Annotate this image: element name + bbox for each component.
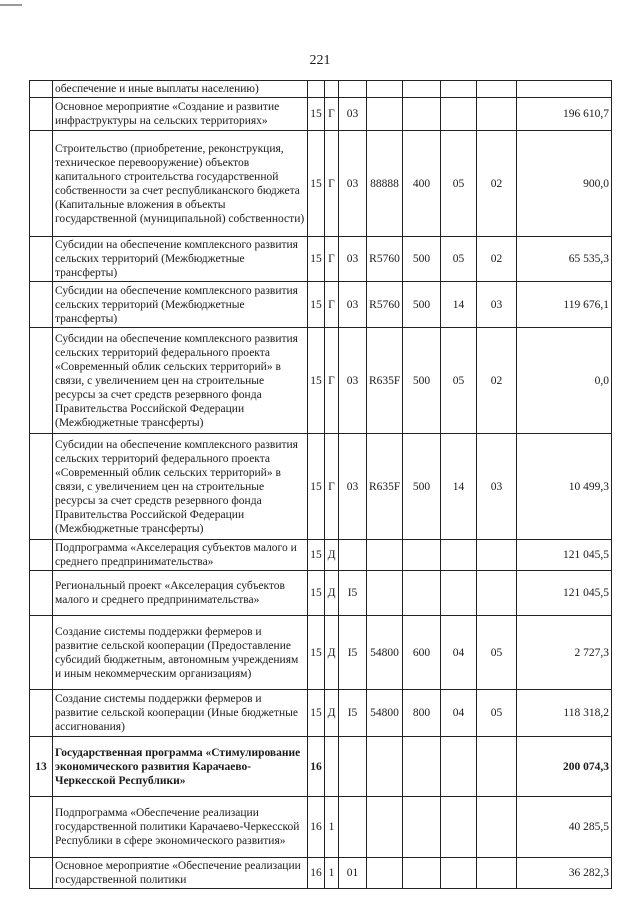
expense-direction-code-cell: 54800 <box>367 616 403 690</box>
item-name-cell: Подпрограмма «Акселерация субъектов малого и среднего предпринимательства» <box>53 540 308 571</box>
table-row <box>30 858 612 889</box>
expense-type-code-cell: 500 <box>403 434 441 540</box>
subprogram-code-cell: Г <box>325 282 339 328</box>
program-code-cell: 16 <box>308 737 325 797</box>
row-number-cell <box>30 616 53 690</box>
program-code-cell: 15 <box>308 282 325 328</box>
subsection-code-cell <box>477 797 517 858</box>
subsection-code-cell: 05 <box>477 616 517 690</box>
amount-cell: 196 610,7 <box>517 98 612 131</box>
item-name-cell: обеспечение и иные выплаты населению) <box>53 81 308 98</box>
item-name-cell: Субсидии на обеспечение комплексного развития сельских территорий (Межбюджетные трансферты) <box>53 237 308 282</box>
subsection-code-cell: 02 <box>477 328 517 434</box>
subsection-code-cell: 02 <box>477 237 517 282</box>
amount-cell: 65 535,3 <box>517 237 612 282</box>
section-code-cell <box>441 797 477 858</box>
section-code-cell <box>441 98 477 131</box>
amount-cell: 121 045,5 <box>517 571 612 616</box>
budget-table <box>29 80 612 889</box>
program-code-cell: 15 <box>308 434 325 540</box>
subprogram-code-cell: Г <box>325 434 339 540</box>
program-code-cell: 15 <box>308 328 325 434</box>
expense-type-code-cell <box>403 797 441 858</box>
subsection-code-cell <box>477 858 517 889</box>
table-row <box>30 282 612 328</box>
row-number-cell <box>30 328 53 434</box>
expense-direction-code-cell <box>367 98 403 131</box>
expense-type-code-cell <box>403 858 441 889</box>
row-number-cell <box>30 282 53 328</box>
row-number-cell <box>30 81 53 98</box>
amount-cell: 900,0 <box>517 131 612 237</box>
subprogram-code-cell: Д <box>325 540 339 571</box>
subprogram-code-cell: 1 <box>325 797 339 858</box>
main-event-code-cell: 03 <box>339 237 367 282</box>
subprogram-code-cell <box>325 81 339 98</box>
row-number-cell <box>30 237 53 282</box>
row-number-cell: 13 <box>30 737 53 797</box>
table-row <box>30 616 612 690</box>
amount-cell: 119 676,1 <box>517 282 612 328</box>
expense-direction-code-cell <box>367 737 403 797</box>
main-event-code-cell <box>339 540 367 571</box>
item-name-cell: Подпрограмма «Обеспечение реализации государственной политики Карачаево-Черкесской Республики в сфере экономического развития» <box>53 797 308 858</box>
expense-type-code-cell: 500 <box>403 328 441 434</box>
table-row <box>30 434 612 540</box>
section-code-cell <box>441 737 477 797</box>
subprogram-code-cell: Г <box>325 237 339 282</box>
amount-cell <box>517 81 612 98</box>
row-number-cell <box>30 571 53 616</box>
amount-cell: 40 285,5 <box>517 797 612 858</box>
main-event-code-cell: I5 <box>339 690 367 737</box>
row-number-cell <box>30 540 53 571</box>
expense-direction-code-cell <box>367 571 403 616</box>
row-number-cell <box>30 98 53 131</box>
subsection-code-cell <box>477 571 517 616</box>
main-event-code-cell: 03 <box>339 282 367 328</box>
table-row <box>30 131 612 237</box>
expense-type-code-cell <box>403 540 441 571</box>
section-code-cell <box>441 540 477 571</box>
main-event-code-cell: 03 <box>339 434 367 540</box>
expense-direction-code-cell <box>367 858 403 889</box>
section-code-cell: 04 <box>441 690 477 737</box>
expense-type-code-cell <box>403 81 441 98</box>
section-code-cell: 14 <box>441 434 477 540</box>
subsection-code-cell: 03 <box>477 282 517 328</box>
table-row <box>30 540 612 571</box>
item-name-cell: Создание системы поддержки фермеров и развитие сельской кооперации (Предоставление субсидий бюджетным, автономным учреждениям и иным некоммерческим организациям) <box>53 616 308 690</box>
subsection-code-cell: 02 <box>477 131 517 237</box>
table-row <box>30 737 612 797</box>
expense-type-code-cell: 400 <box>403 131 441 237</box>
item-name-cell: Основное мероприятие «Создание и развитие инфраструктуры на сельских территориях» <box>53 98 308 131</box>
amount-cell: 200 074,3 <box>517 737 612 797</box>
subprogram-code-cell: Д <box>325 616 339 690</box>
amount-cell: 118 318,2 <box>517 690 612 737</box>
scan-corner-mark <box>0 0 22 6</box>
subsection-code-cell: 05 <box>477 690 517 737</box>
subprogram-code-cell <box>325 737 339 797</box>
subprogram-code-cell: 1 <box>325 858 339 889</box>
main-event-code-cell: 03 <box>339 328 367 434</box>
amount-cell: 36 282,3 <box>517 858 612 889</box>
expense-type-code-cell <box>403 98 441 131</box>
expense-type-code-cell: 500 <box>403 237 441 282</box>
subprogram-code-cell: Г <box>325 131 339 237</box>
item-name-cell: Строительство (приобретение, реконструкция, техническое перевооружение) объектов капитального строительства государственной собственности за счет республиканского бюджета (Капитальные вложения в объекты государственной (муниципальной) собственности) <box>53 131 308 237</box>
program-code-cell: 15 <box>308 616 325 690</box>
item-name-cell: Субсидии на обеспечение комплексного развития сельских территорий федерального проекта «Современный облик сельских территорий» в связи, с увеличением цен на строительные ресурсы за счет средств резервного фонда Правительства Российской Федерации (Межбюджетные трансферты) <box>53 434 308 540</box>
subprogram-code-cell: Д <box>325 571 339 616</box>
expense-direction-code-cell <box>367 540 403 571</box>
expense-direction-code-cell: 54800 <box>367 690 403 737</box>
section-code-cell: 05 <box>441 237 477 282</box>
subprogram-code-cell: Г <box>325 98 339 131</box>
main-event-code-cell: I5 <box>339 571 367 616</box>
expense-type-code-cell <box>403 571 441 616</box>
main-event-code-cell: 01 <box>339 858 367 889</box>
page-number: 221 <box>309 53 331 68</box>
section-code-cell: 05 <box>441 131 477 237</box>
section-code-cell: 14 <box>441 282 477 328</box>
expense-type-code-cell <box>403 737 441 797</box>
section-code-cell: 05 <box>441 328 477 434</box>
item-name-cell: Субсидии на обеспечение комплексного развития сельских территорий (Межбюджетные трансферты) <box>53 282 308 328</box>
item-name-cell: Региональный проект «Акселерация субъектов малого и среднего предпринимательства» <box>53 571 308 616</box>
row-number-cell <box>30 858 53 889</box>
table-row <box>30 797 612 858</box>
subsection-code-cell <box>477 81 517 98</box>
section-code-cell <box>441 571 477 616</box>
expense-type-code-cell: 500 <box>403 282 441 328</box>
main-event-code-cell <box>339 81 367 98</box>
program-code-cell: 15 <box>308 98 325 131</box>
subsection-code-cell <box>477 540 517 571</box>
row-number-cell <box>30 131 53 237</box>
item-name-cell: Субсидии на обеспечение комплексного развития сельских территорий федерального проекта «Современный облик сельских территорий» в связи, с увеличением цен на строительные ресурсы за счет средств резервного фонда Правительства Российской Федерации (Межбюджетные трансферты) <box>53 328 308 434</box>
main-event-code-cell: 03 <box>339 98 367 131</box>
item-name-cell: Основное мероприятие «Обеспечение реализации государственной политики <box>53 858 308 889</box>
budget-table-body <box>30 81 612 889</box>
subsection-code-cell <box>477 737 517 797</box>
main-event-code-cell <box>339 797 367 858</box>
expense-direction-code-cell <box>367 81 403 98</box>
table-row <box>30 98 612 131</box>
amount-cell: 0,0 <box>517 328 612 434</box>
item-name-cell: Государственная программа «Стимулирование экономического развития Карачаево-Черкесской Республики» <box>53 737 308 797</box>
expense-direction-code-cell <box>367 797 403 858</box>
amount-cell: 2 727,3 <box>517 616 612 690</box>
subsection-code-cell <box>477 98 517 131</box>
row-number-cell <box>30 690 53 737</box>
main-event-code-cell: I5 <box>339 616 367 690</box>
subprogram-code-cell: Г <box>325 328 339 434</box>
table-row <box>30 81 612 98</box>
section-code-cell <box>441 81 477 98</box>
table-row <box>30 571 612 616</box>
subprogram-code-cell: Д <box>325 690 339 737</box>
expense-direction-code-cell: 88888 <box>367 131 403 237</box>
program-code-cell: 15 <box>308 131 325 237</box>
expense-direction-code-cell: R5760 <box>367 282 403 328</box>
table-row <box>30 690 612 737</box>
expense-direction-code-cell: R5760 <box>367 237 403 282</box>
expense-type-code-cell: 600 <box>403 616 441 690</box>
expense-direction-code-cell: R635F <box>367 328 403 434</box>
main-event-code-cell <box>339 737 367 797</box>
section-code-cell <box>441 858 477 889</box>
main-event-code-cell: 03 <box>339 131 367 237</box>
table-row <box>30 328 612 434</box>
table-row <box>30 237 612 282</box>
amount-cell: 121 045,5 <box>517 540 612 571</box>
program-code-cell: 16 <box>308 858 325 889</box>
program-code-cell: 15 <box>308 237 325 282</box>
row-number-cell <box>30 797 53 858</box>
program-code-cell <box>308 81 325 98</box>
section-code-cell: 04 <box>441 616 477 690</box>
item-name-cell: Создание системы поддержки фермеров и развитие сельской кооперации (Иные бюджетные ассигнования) <box>53 690 308 737</box>
program-code-cell: 15 <box>308 571 325 616</box>
amount-cell: 10 499,3 <box>517 434 612 540</box>
row-number-cell <box>30 434 53 540</box>
program-code-cell: 15 <box>308 540 325 571</box>
expense-type-code-cell: 800 <box>403 690 441 737</box>
expense-direction-code-cell: R635F <box>367 434 403 540</box>
subsection-code-cell: 03 <box>477 434 517 540</box>
program-code-cell: 15 <box>308 690 325 737</box>
program-code-cell: 16 <box>308 797 325 858</box>
